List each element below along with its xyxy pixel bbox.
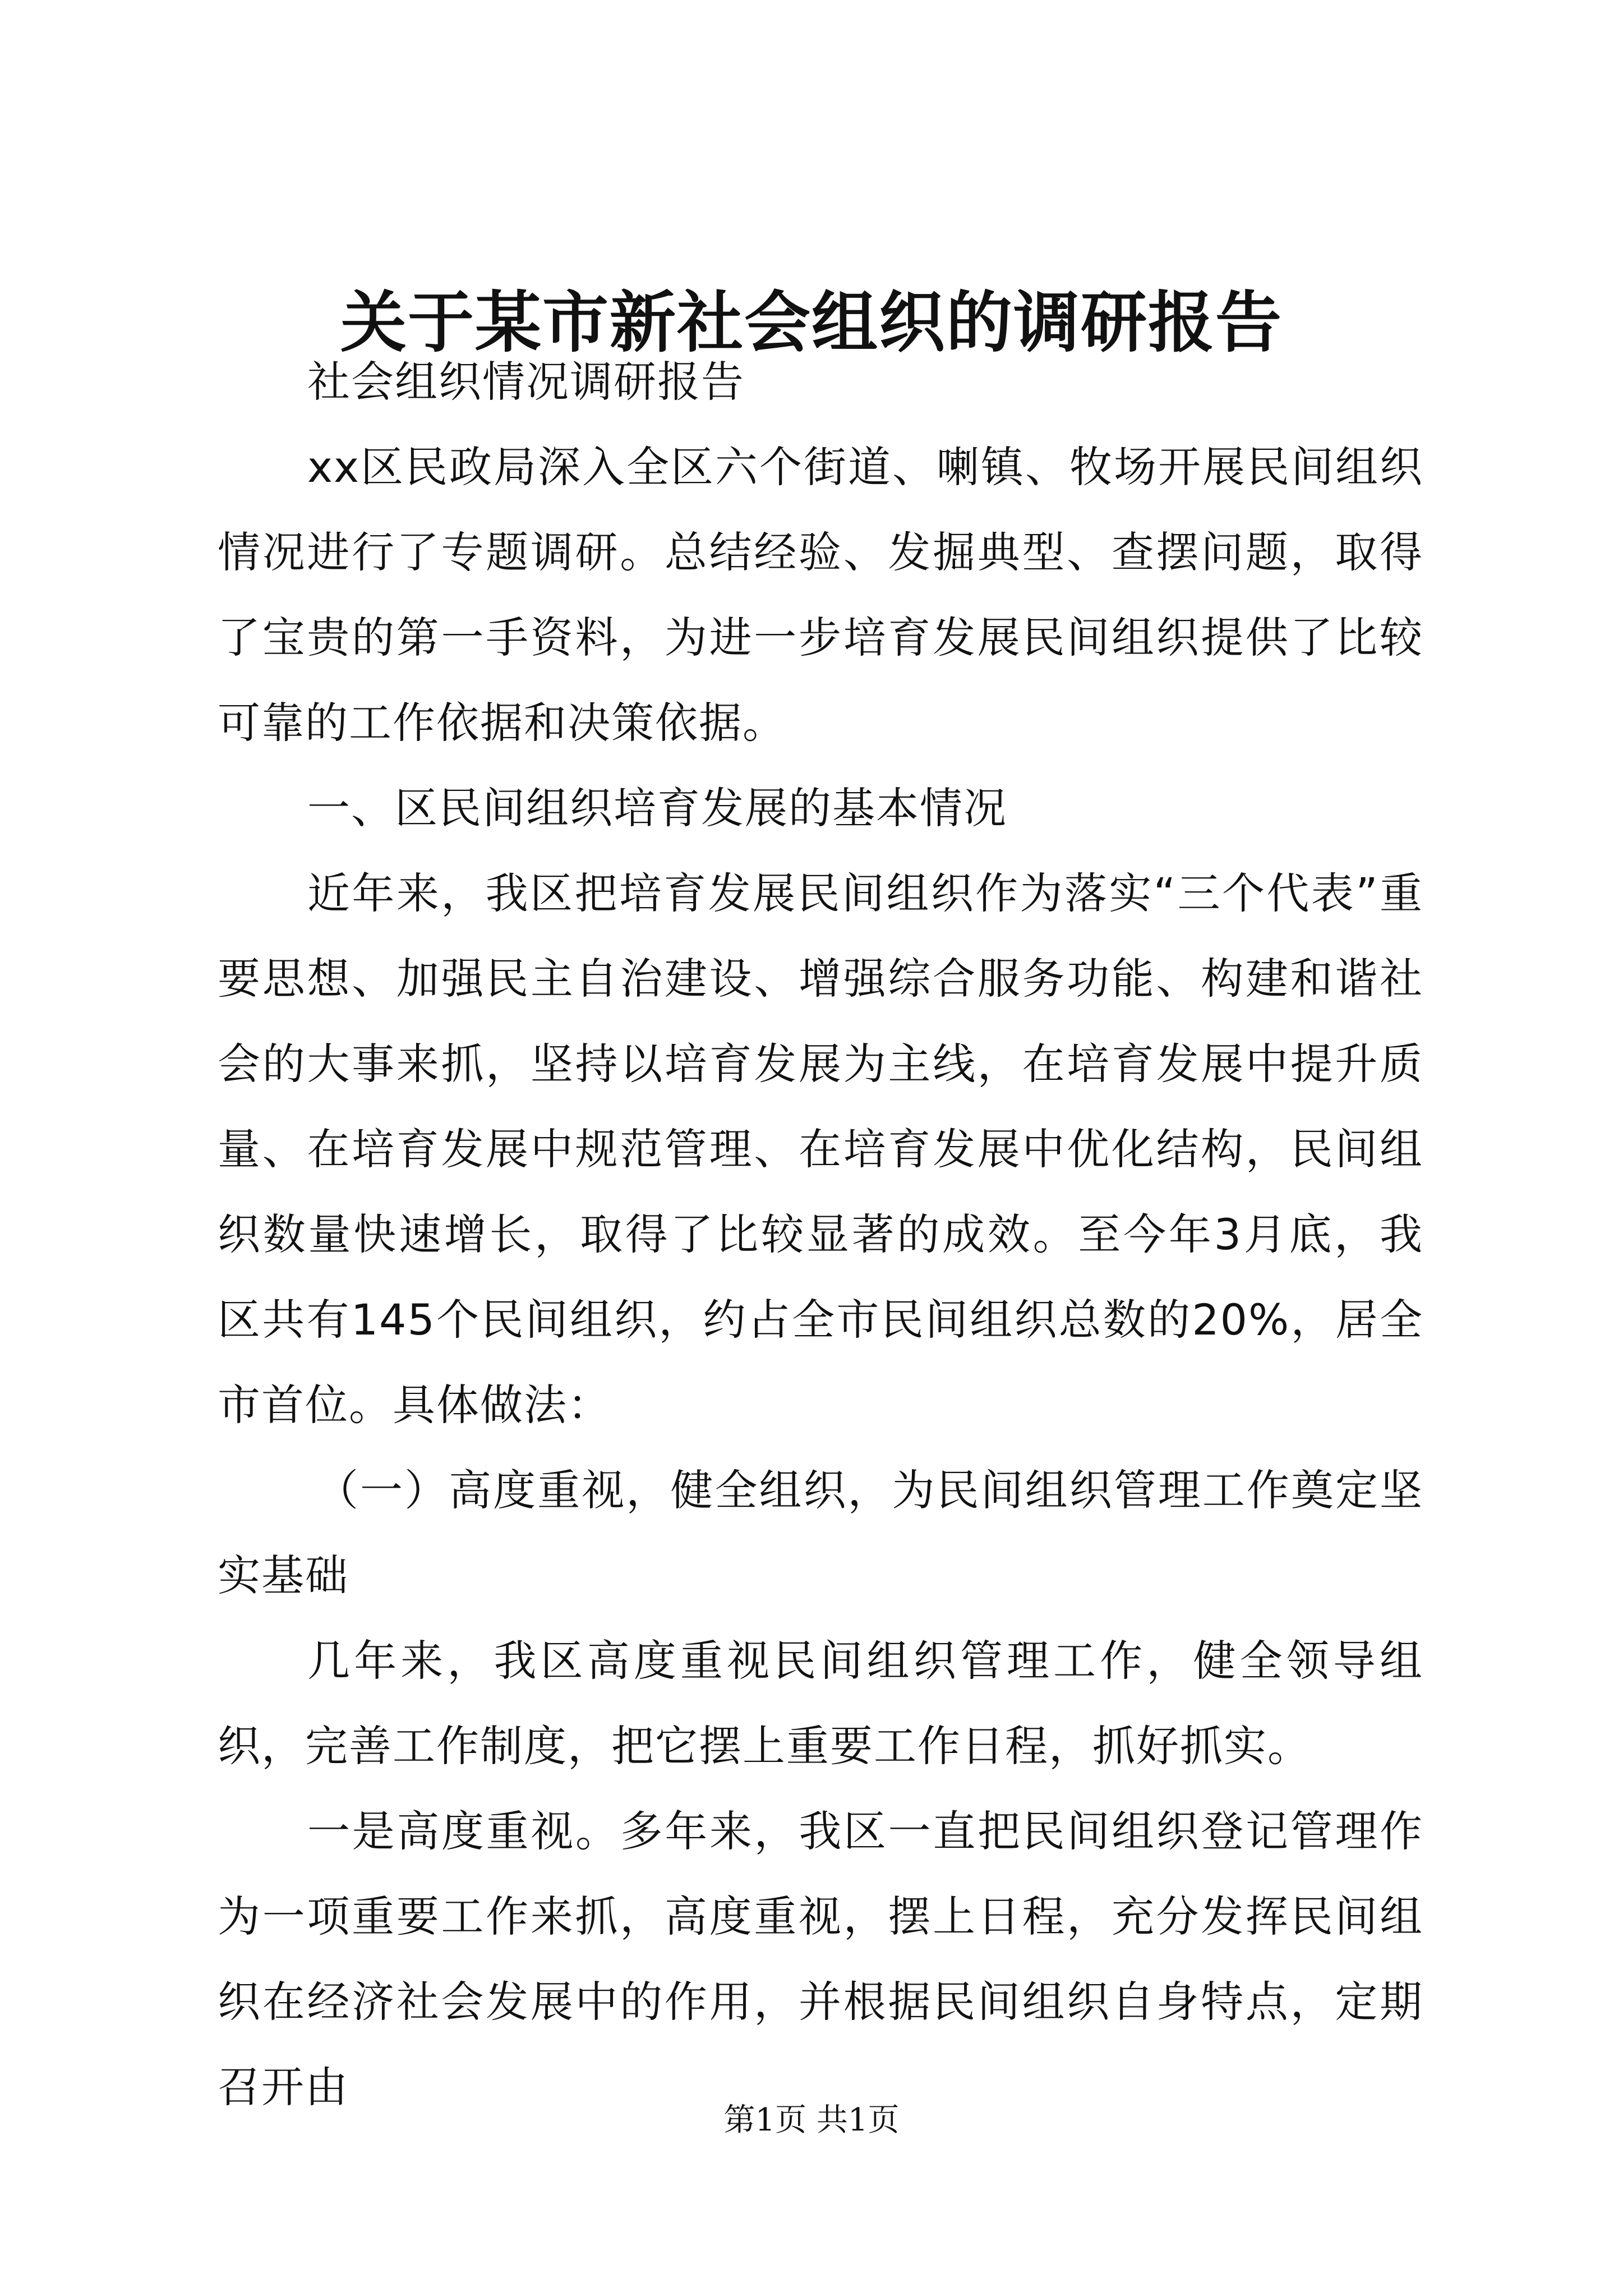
page-footer: 第1页 共1页 [723,2102,900,2138]
subsection-heading-1: （一）高度重视，健全组织，为民间组织管理工作奠定坚实基础 [218,1465,1423,1600]
paragraph-intro: xx区民政局深入全区六个街道、喇镇、牧场开展民间组织情况进行了专题调研。总结经验、发掘典型、查摆问题，取得了宝贵的第一手资料，为进一步培育发展民间组织提供了比较可靠的工作依据和决策依据。 [218,442,1423,748]
paragraph-point-1: 一是高度重视。多年来，我区一直把民间组织登记管理作为一项重要工作来抓，高度重视，摆上日程，充分发挥民间组织在经济社会发展中的作用，并根据民间组织自身特点，定期召开由 [218,1806,1423,2112]
paragraph-management: 几年来，我区高度重视民间组织管理工作，健全领导组织，完善工作制度，把它摆上重要工作日程，抓好抓实。 [218,1636,1423,1771]
paragraph-subtitle: 社会组织情况调研报告 [307,357,745,407]
document-title: 关于某市新社会组织的调研报告 [340,283,1283,361]
paragraph-overview: 近年来，我区把培育发展民间组织作为落实“三个代表”重要思想、加强民主自治建设、增强综合服务功能、构建和谐社会的大事来抓，坚持以培育发展为主线，在培育发展中提升质量、在培育发展中规范管理、在培育发展中优化结构，民间组织数量快速增长，取得了比较显著的成效。至今年3月底，我区共有145个民间组织，约占全市民间组织总数的20%，居全市首位。具体做法： [218,868,1423,1430]
document-body [218,339,1423,2130]
section-heading-1: 一、区民间组织培育发展的基本情况 [307,783,1007,833]
